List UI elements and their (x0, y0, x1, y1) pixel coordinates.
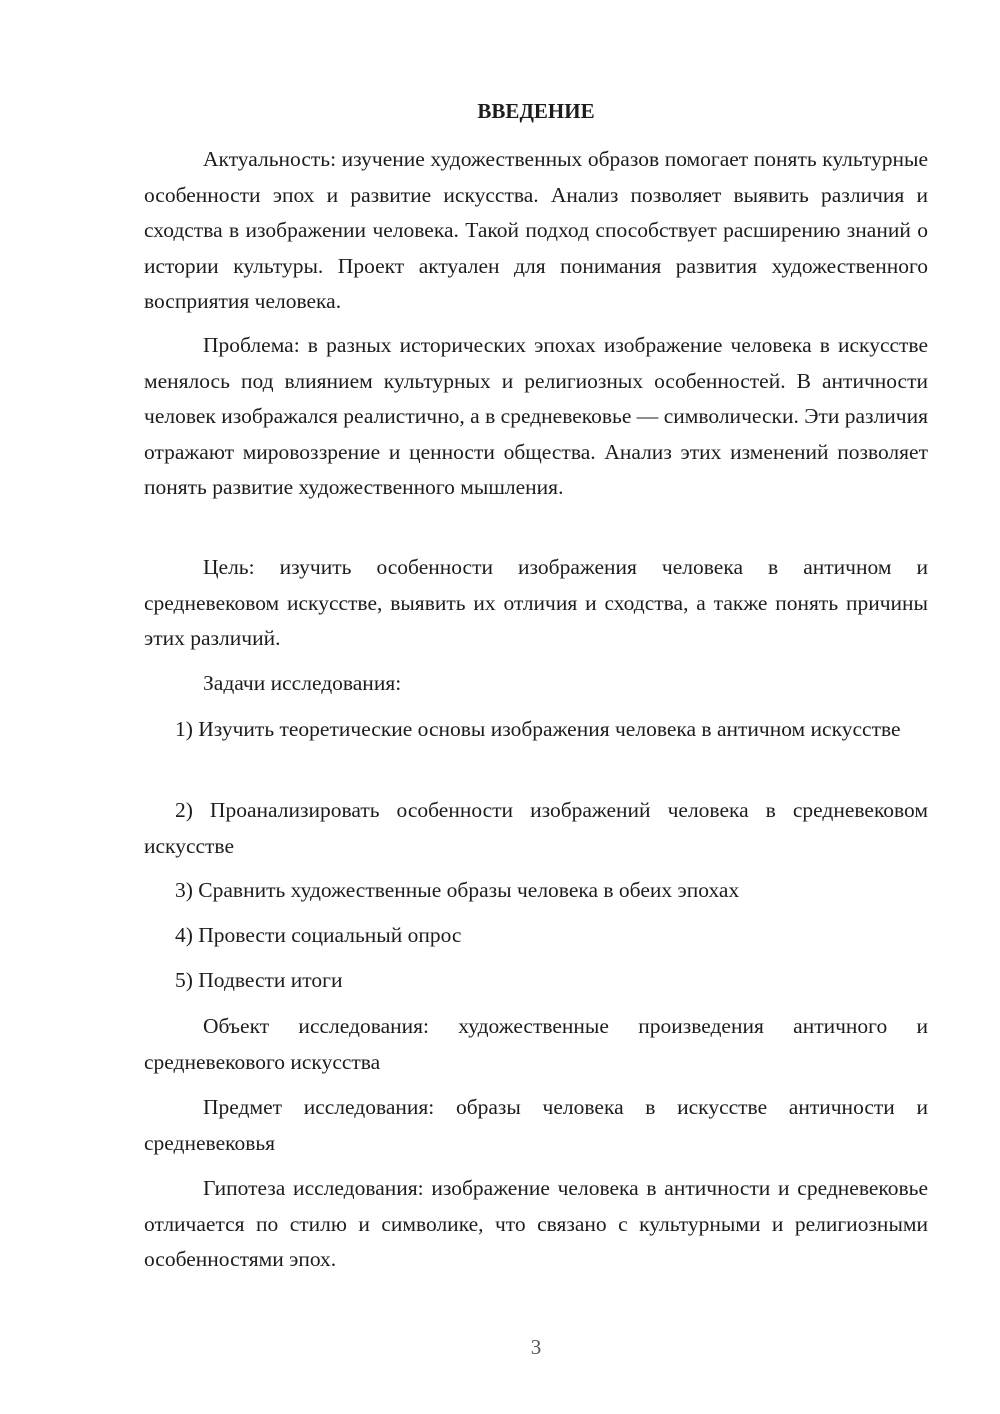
task-item-3: 3) Сравнить художественные образы человека в обеих эпохах (175, 878, 740, 902)
section-heading: ВВЕДЕНИЕ (477, 99, 595, 123)
page-number: 3 (530, 1335, 542, 1359)
subject-paragraph: Предмет исследования: образы человека в искусстве античности и средневековья (144, 1095, 928, 1155)
tasks-title: Задачи исследования: (203, 671, 402, 695)
object-paragraph: Объект исследования: художественные произведения античного и средневекового искусства (144, 1014, 928, 1074)
goal-paragraph: Цель: изучить особенности изображения человека в античном и средневековом искусстве, выявить их отличия и сходства, а также понять причины этих различий. (144, 555, 928, 650)
task-item-4: 4) Провести социальный опрос (175, 923, 462, 947)
task-item-5: 5) Подвести итоги (175, 968, 343, 992)
task-item-1: 1) Изучить теоретические основы изображения человека в античном искусстве (175, 717, 901, 741)
problem-paragraph: Проблема: в разных исторических эпохах изображение человека в искусстве менялось под влиянием культурных и религиозных особенностей. В античности человек изображался реалистично, а в средневековье — символически. Эти различия отражают мировоззрение и ценности общества. Анализ этих изменений позволяет понять развитие художественного мышления. (144, 333, 928, 499)
hypothesis-paragraph: Гипотеза исследования: изображение человека в античности и средневековье отличается по стилю и символике, что связано с культурными и религиозными особенностями эпох. (144, 1176, 928, 1271)
relevance-paragraph: Актуальность: изучение художественных образов помогает понять культурные особенности эпох и развитие искусства. Анализ позволяет выявить различия и сходства в изображении человека. Такой подход способствует расширению знаний о истории культуры. Проект актуален для понимания развития художественного восприятия человека. (144, 147, 928, 313)
task-item-2: 2) Проанализировать особенности изображений человека в средневековом искусстве (144, 798, 928, 858)
